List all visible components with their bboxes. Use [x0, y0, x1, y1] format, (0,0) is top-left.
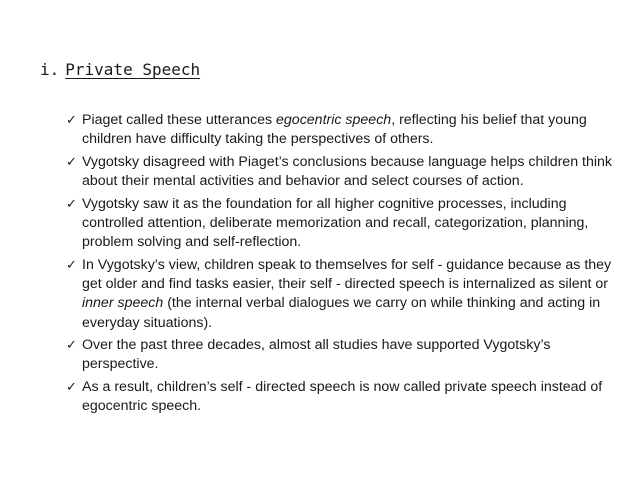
section-heading — [40, 60, 200, 79]
bullet-text: Over the past three decades, almost all studies have supported Vygotsky’s perspective. — [82, 337, 551, 373]
bullet-item — [66, 111, 614, 149]
bullet-text: Piaget called these utterances — [82, 112, 277, 128]
bullet-text: In Vygotsky’s view, children speak to themselves for self - guidance because as they get older and find tasks easier, their self - directed speech is internalized as silent or — [82, 256, 612, 293]
check-mark-icon: ✓ — [66, 196, 77, 212]
bullet-emphasis: inner speech — [82, 295, 164, 312]
bullet-text: Vygotsky saw it as the foundation for all higher cognitive processes, including controlled attention, deliberate memorization and recall, categorization, planning, problem solving and self-reflection. — [82, 195, 589, 251]
check-mark-icon: ✓ — [66, 380, 77, 396]
heading-title: Private Speech — [65, 60, 201, 79]
bullet-text: (the internal verbal dialogues we carry on while thinking and acting in everyday situations). — [82, 295, 601, 331]
bullet-emphasis: egocentric speech — [276, 112, 392, 128]
check-mark-icon: ✓ — [66, 113, 77, 128]
bullet-item — [66, 378, 614, 416]
check-mark-icon: ✓ — [66, 154, 77, 170]
bullet-list — [66, 111, 614, 420]
bullet-item — [66, 336, 614, 374]
bullet-text: , reflecting his belief that young children have difficulty taking the perspectives of others. — [82, 112, 587, 148]
bullet-item — [66, 153, 614, 191]
bullet-item — [66, 256, 614, 333]
check-mark-icon: ✓ — [66, 338, 77, 354]
bullet-text: Vygotsky disagreed with Piaget’s conclusions because language helps children think about their mental activities and behavior and select courses of action. — [82, 153, 612, 190]
heading-number: i. — [40, 60, 60, 79]
check-mark-icon: ✓ — [66, 257, 77, 273]
bullet-text: As a result, children’s self - directed speech is now called private speech instead of egocentric speech. — [82, 379, 603, 415]
bullet-item — [66, 195, 614, 253]
